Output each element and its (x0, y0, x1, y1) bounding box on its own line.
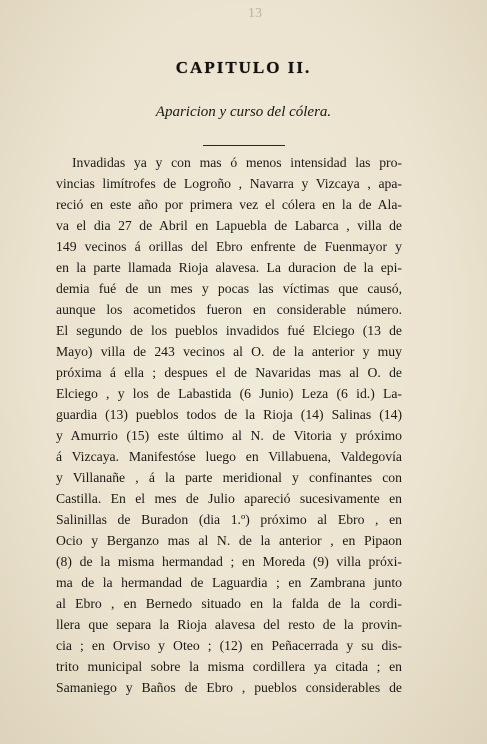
text-line: Mayo) villa de 243 vecinos al O. de la anterior y muy (56, 344, 402, 359)
text-line: guardia (13) pueblos todos de la Rioja (14) Salinas (14) (56, 407, 402, 422)
text-line: próxima á ella ; despues el de Navaridas mas al O. de (56, 365, 402, 380)
text-line: ma de la hermandad de Laguardia ; en Zambrana junto (56, 575, 402, 590)
text-line: Castilla. En el mes de Julio apareció sucesivamente en (56, 491, 402, 506)
text-line: Ocio y Berganzo mas al N. de la anterior , en Pipaon (56, 533, 402, 548)
title-rule (203, 145, 285, 146)
text-line: vincias limítrofes de Logroño , Navarra y Vizcaya , apa- (56, 176, 402, 191)
chapter-heading: CAPITULO II. (175, 58, 312, 77)
text-line: Samaniego y Baños de Ebro , pueblos considerables de (56, 680, 402, 695)
text-line: á Vizcaya. Manifestóse luego en Villabuena, Valdegovía (56, 449, 402, 464)
text-line: 149 vecinos á orillas del Ebro enfrente de Fuenmayor y (56, 239, 402, 254)
text-line: cia ; en Orviso y Oteo ; (12) en Peñacerrada y su dis- (56, 638, 402, 653)
text-line: reció en este año por primera vez el cólera en la de Ala- (56, 197, 402, 212)
text-line: aunque los acometidos fueron en considerable número. (56, 302, 402, 317)
chapter-subtitle: Aparicion y curso del cólera. (155, 104, 332, 120)
text-line: y Amurrio (15) este último al N. de Vitoria y próximo (56, 428, 402, 443)
body-text (56, 152, 402, 698)
text-line: llera que separa la Rioja alavesa del resto de la provin- (56, 617, 402, 632)
text-line: demia fué de un mes y pocas las víctimas que causó, (56, 281, 402, 296)
text-line: en la parte llamada Rioja alavesa. La duracion de la epi- (56, 260, 402, 275)
text-line: y Villanañe , á la parte meridional y confinantes con (56, 470, 402, 485)
text-line: (8) de la misma hermandad ; en Moreda (9) villa próxi- (56, 554, 402, 569)
text-line: El segundo de los pueblos invadidos fué Elciego (13 de (56, 323, 402, 338)
page-number: 13 (248, 6, 262, 21)
text-line: al Ebro , en Bernedo situado en la falda de la cordi- (56, 596, 402, 611)
text-line: trito municipal sobre la misma cordillera ya citada ; en (56, 659, 402, 674)
text-line: va el dia 27 de Abril en Lapuebla de Labarca , villa de (56, 218, 402, 233)
text-line: Invadidas ya y con mas ó menos intensidad las pro- (72, 155, 402, 170)
text-line: Salinillas de Buradon (dia 1.º) próximo al Ebro , en (56, 512, 402, 527)
text-line: Elciego , y los de Labastida (6 Junio) Leza (6 id.) La- (56, 386, 402, 401)
